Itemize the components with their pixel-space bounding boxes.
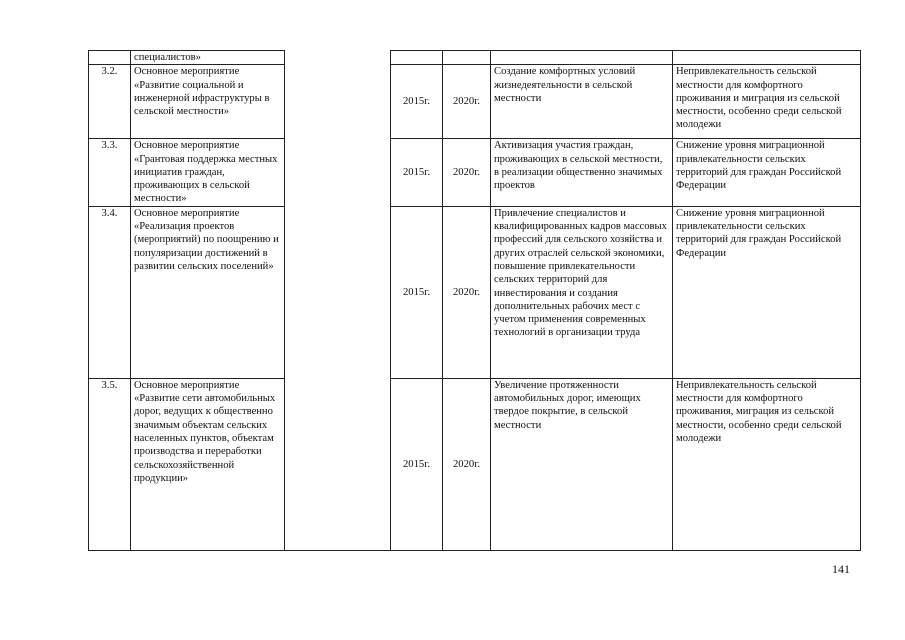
consequence-cell: Снижение уровня миграционной привлекательности сельских территорий для граждан Российской Федерации — [673, 206, 861, 378]
result-cell — [491, 51, 673, 65]
result-cell: Создание комфортных условий жизнедеятельности в сельской местности — [491, 65, 673, 139]
program-activities-table — [88, 50, 861, 551]
start-year: 2015г. — [391, 378, 443, 550]
blank-cell — [285, 206, 391, 378]
consequence-cell — [673, 51, 861, 65]
start-cell — [391, 51, 443, 65]
num-cell — [89, 51, 131, 65]
event-cell: Основное мероприятие «Реализация проектов (мероприятий) по поощрению и популяризации достижений в развитии сельских поселений» — [131, 206, 285, 378]
end-year: 2020г. — [443, 378, 491, 550]
start-year: 2015г. — [391, 65, 443, 139]
consequence-cell: Непривлекательность сельской местности для комфортного проживания и миграция из сельской местности, особенно среди сельской молодежи — [673, 65, 861, 139]
event-cell: Основное мероприятие «Грантовая поддержка местных инициатив граждан, проживающих в сельской местности» — [131, 139, 285, 206]
row-number: 3.2. — [89, 65, 131, 139]
start-year: 2015г. — [391, 206, 443, 378]
table-row — [89, 139, 861, 206]
table-row — [89, 51, 861, 65]
table-row — [89, 378, 861, 550]
end-year: 2020г. — [443, 139, 491, 206]
row-number: 3.5. — [89, 378, 131, 550]
row-number: 3.4. — [89, 206, 131, 378]
result-cell: Увеличение протяженности автомобильных дорог, имеющих твердое покрытие, в сельской местности — [491, 378, 673, 550]
result-cell: Активизация участия граждан, проживающих в сельской местности, в реализации общественно значимых проектов — [491, 139, 673, 206]
blank-cell — [285, 51, 391, 65]
consequence-cell: Снижение уровня миграционной привлекательности сельских территорий для граждан Российской Федерации — [673, 139, 861, 206]
blank-cell — [285, 65, 391, 139]
start-year: 2015г. — [391, 139, 443, 206]
row-number: 3.3. — [89, 139, 131, 206]
blank-cell — [285, 139, 391, 206]
event-cell: Основное мероприятие «Развитие сети автомобильных дорог, ведущих к общественно значимым объектам сельских населенных пунктов, объектам производства и переработки сельскохозяйственной продукции» — [131, 378, 285, 550]
end-year: 2020г. — [443, 65, 491, 139]
result-cell: Привлечение специалистов и квалифицированных кадров массовых профессий для сельского хозяйства и других отраслей сельской экономики, повышение привлекательности сельских территорий для инвестирования и создания дополнительных рабочих мест с учетом применения современных технологий в организации труда — [491, 206, 673, 378]
end-cell — [443, 51, 491, 65]
end-year: 2020г. — [443, 206, 491, 378]
page-number: 141 — [832, 562, 850, 576]
event-cell: Основное мероприятие «Развитие социальной и инженерной ифраструктуры в сельской местности» — [131, 65, 285, 139]
consequence-cell: Непривлекательность сельской местности для комфортного проживания, миграция из сельской местности, особенно среди сельской молодежи — [673, 378, 861, 550]
blank-cell — [285, 378, 391, 550]
event-cell: специалистов» — [131, 51, 285, 65]
table-row — [89, 206, 861, 378]
table-row — [89, 65, 861, 139]
